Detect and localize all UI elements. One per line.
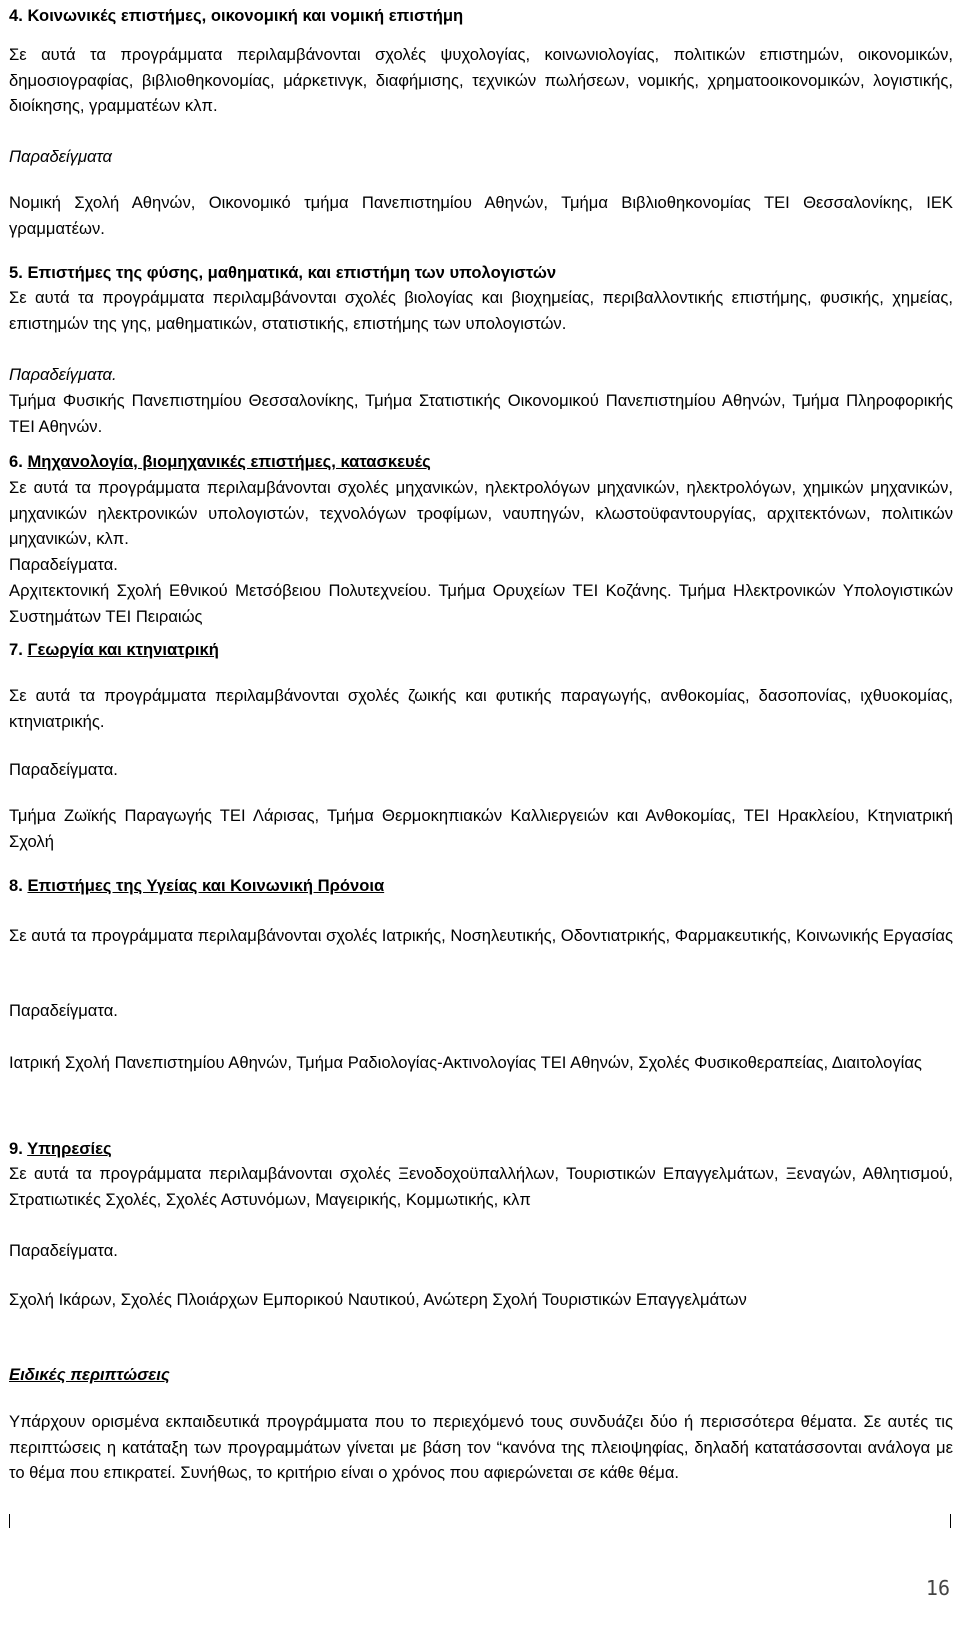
- section-7-examples: Τμήμα Ζωϊκής Παραγωγής ΤΕΙ Λάρισας, Τμήμα Θερμοκηπιακών Καλλιεργειών και Ανθοκομίας, ΤΕΙ Ηρακλείου, Κτηνιατρική Σχολή: [9, 806, 953, 851]
- section-8-heading: [9, 873, 953, 899]
- section-4-body: Σε αυτά τα προγράμματα περιλαμβάνονται σχολές ψυχολογίας, κοινωνιολογίας, πολιτικών επιστημών, οικονομικών, δημοσιογραφίας, βιβλιοθηκονομίας, μάρκετινγκ, διαφήμισης, τεχνικών πωλήσεων, νομικής, χρηματοοικονομικών, λογιστικής, διοίκησης, γραμματέων κλπ.: [9, 45, 953, 115]
- section-4-examples: Νομική Σχολή Αθηνών, Οικονομικό τμήμα Πανεπιστημίου Αθηνών, Τμήμα Βιβλιοθηκονομίας ΤΕΙ Θεσσαλονίκης, ΙΕΚ γραμματέων.: [9, 193, 953, 238]
- section-5-number: 5.: [9, 263, 23, 282]
- section-8-body: Σε αυτά τα προγράμματα περιλαμβάνονται σχολές Ιατρικής, Νοσηλευτικής, Οδοντιατρικής, Φαρμακευτικής, Κοινωνικής Εργασίας: [9, 926, 953, 945]
- section-5-examples: Τμήμα Φυσικής Πανεπιστημίου Θεσσαλονίκης, Τμήμα Στατιστικής Οικονομικού Πανεπιστημίου Αθηνών, Τμήμα Πληροφορικής ΤΕΙ Αθηνών.: [9, 391, 953, 436]
- section-9-examples: Σχολή Ικάρων, Σχολές Πλοιάρχων Εμπορικού Ναυτικού, Ανώτερη Σχολή Τουριστικών Επαγγελμάτων: [9, 1290, 747, 1309]
- right-margin-tick: [950, 1514, 951, 1528]
- section-4-examples-label: Παραδείγματα: [9, 147, 112, 166]
- section-5-heading: [9, 260, 953, 286]
- section-6-examples-label: Παραδείγματα.: [9, 555, 118, 574]
- left-margin-tick: [9, 1514, 10, 1528]
- section-7-examples-label: Παραδείγματα.: [9, 760, 118, 779]
- section-9-heading: [9, 1136, 953, 1162]
- section-7-heading: [9, 637, 953, 663]
- section-7-title: Γεωργία και κτηνιατρική: [27, 640, 219, 659]
- section-9-body: Σε αυτά τα προγράμματα περιλαμβάνονται σχολές Ξενοδοχοϋπαλλήλων, Τουριστικών Επαγγελμάτων, Ξεναγών, Αθλητισμού, Στρατιωτικές Σχολές, Σχολές Αστυνόμων, Μαγειρικής, Κομμωτικής, κλπ: [9, 1164, 953, 1209]
- section-5-body: Σε αυτά τα προγράμματα περιλαμβάνονται σχολές βιολογίας και βιοχημείας, περιβαλλοντικής επιστήμης, φυσικής, χημείας, επιστημών της γης, μαθηματικών, στατιστικής, επιστήμης των υπολογιστών.: [9, 288, 953, 333]
- special-cases-heading: Ειδικές περιπτώσεις: [9, 1365, 170, 1384]
- section-7-body: Σε αυτά τα προγράμματα περιλαμβάνονται σχολές ζωικής και φυτικής παραγωγής, ανθοκομίας, δασοπονίας, ιχθυοκομίας, κτηνιατρικής.: [9, 686, 953, 731]
- section-8-number: 8.: [9, 876, 23, 895]
- section-9-title: Υπηρεσίες: [27, 1139, 112, 1158]
- section-6-heading: [9, 449, 953, 475]
- section-7-number: 7.: [9, 640, 23, 659]
- section-6-body: Σε αυτά τα προγράμματα περιλαμβάνονται σχολές μηχανικών, ηλεκτρολόγων μηχανικών, ηλεκτρολόγων, χημικών μηχανικών, μηχανικών ηλεκτρονικών υπολογιστών, τεχνολόγων τροφίμων, ναυπηγών, κλωστοϋφαντουργίας, αρχιτεκτόνων, πολιτικών μηχανικών, κλπ.: [9, 478, 953, 548]
- section-6-number: 6.: [9, 452, 23, 471]
- section-5-title: Επιστήμες της φύσης, μαθηματικά, και επιστήμη των υπολογιστών: [27, 263, 557, 282]
- section-4-heading: 4. Κοινωνικές επιστήμες, οικονομική και νομική επιστήμη: [9, 6, 464, 25]
- section-9-examples-label: Παραδείγματα.: [9, 1241, 118, 1260]
- section-5-examples-label: Παραδείγματα.: [9, 365, 117, 384]
- special-cases-body: Υπάρχουν ορισμένα εκπαιδευτικά προγράμματα που το περιεχόμενό τους συνδυάζει δύο ή περισσότερα θέματα. Σε αυτές τις περιπτώσεις η κατάταξη των προγραμμάτων γίνεται με βάση τον “κανόνα της πλειοψηφίας, δηλαδή κατατάσσονται ανάλογα με το θέμα που επικρατεί. Συνήθως, το κριτήριο είναι ο χρόνος που αφιερώνεται σε κάθε θέμα.: [9, 1412, 953, 1482]
- page-number: 16: [925, 1576, 950, 1600]
- section-9-number: 9.: [9, 1139, 23, 1158]
- section-8-examples: Ιατρική Σχολή Πανεπιστημίου Αθηνών, Τμήμα Ραδιολογίας-Ακτινολογίας ΤΕΙ Αθηνών, Σχολές Φυσικοθεραπείας, Διαιτολογίας: [9, 1053, 922, 1072]
- section-6-examples: Αρχιτεκτονική Σχολή Εθνικού Μετσόβειου Πολυτεχνείου. Τμήμα Ορυχείων ΤΕΙ Κοζάνης. Τμήμα Ηλεκτρονικών Υπολογιστικών Συστημάτων ΤΕΙ Πειραιώς: [9, 581, 953, 626]
- section-8-examples-label: Παραδείγματα.: [9, 1001, 118, 1020]
- section-8-title: Επιστήμες της Υγείας και Κοινωνική Πρόνοια: [27, 876, 385, 895]
- section-6-title: Μηχανολογία, βιομηχανικές επιστήμες, κατασκευές: [27, 452, 431, 471]
